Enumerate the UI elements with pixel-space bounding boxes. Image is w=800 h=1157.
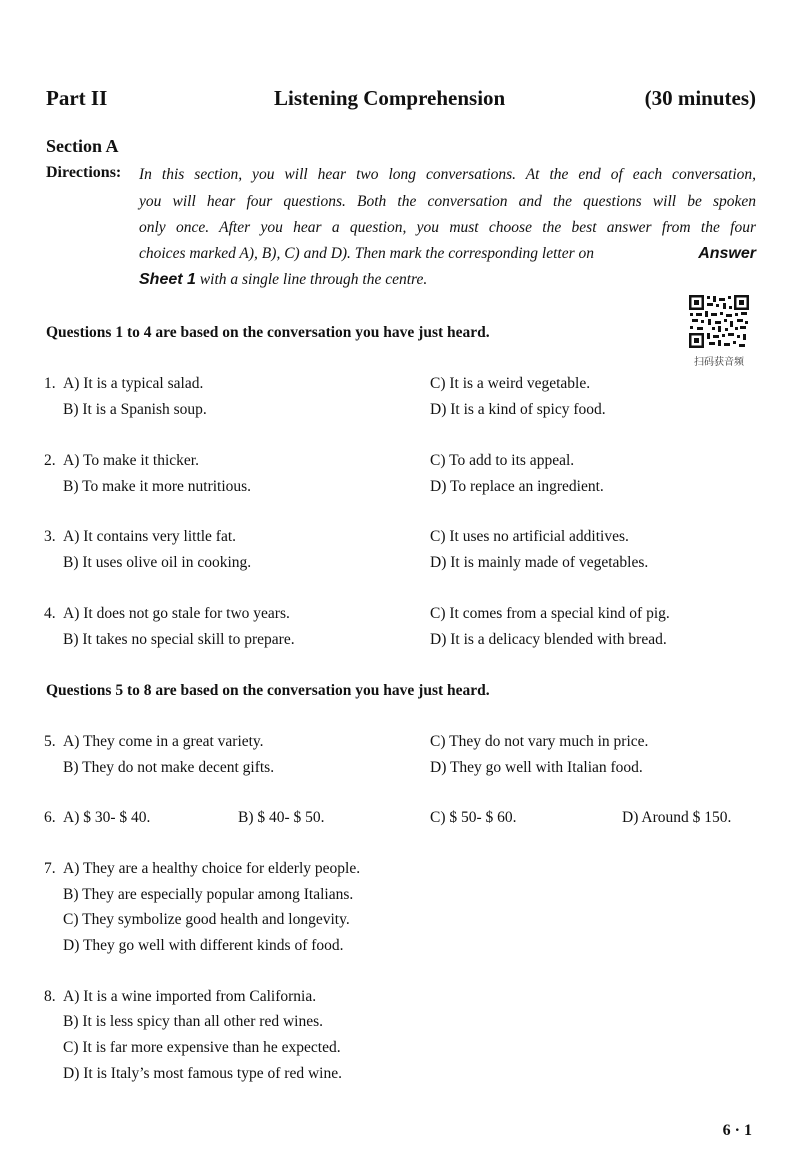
answer-option-b[interactable]: B) They are especially popular among Italians. xyxy=(63,886,354,903)
answer-option-c[interactable]: C) It comes from a special kind of pig. xyxy=(430,605,670,622)
answer-option-c[interactable]: C) They do not vary much in price. xyxy=(430,733,649,750)
question-number: 7. xyxy=(44,860,56,877)
answer-option-b[interactable]: B) It is a Spanish soup. xyxy=(63,401,207,418)
question-number: 8. xyxy=(44,988,56,1005)
answer-option-c[interactable]: C) It is far more expensive than he expected. xyxy=(63,1039,341,1056)
answer-option-a[interactable]: A) $ 30- $ 40. xyxy=(63,809,151,826)
section-title: Section A xyxy=(46,136,119,156)
answer-option-a[interactable]: A) It is a typical salad. xyxy=(63,375,204,392)
directions-line xyxy=(139,271,427,289)
question-number: 4. xyxy=(44,605,56,622)
question-number: 2. xyxy=(44,452,56,469)
answer-option-d[interactable]: D) They go well with different kinds of food. xyxy=(63,937,344,954)
answer-option-a[interactable]: A) They come in a great variety. xyxy=(63,733,264,750)
qr-caption: 扫码获音频 xyxy=(694,357,744,368)
directions-line-text: choices marked A), B), C) and D). Then mark the corresponding letter on xyxy=(139,245,595,262)
answer-option-d[interactable]: D) It is a delicacy blended with bread. xyxy=(430,631,667,648)
answer-option-a[interactable]: A) To make it thicker. xyxy=(63,452,199,469)
answer-option-b[interactable]: B) It uses olive oil in cooking. xyxy=(63,554,252,571)
question-number: 1. xyxy=(44,375,56,392)
answer-sheet-bold: Sheet 1 xyxy=(139,271,196,288)
answer-option-c[interactable]: C) It is a weird vegetable. xyxy=(430,375,591,392)
answer-option-d[interactable]: D) Around $ 150. xyxy=(622,809,732,826)
answer-option-b[interactable]: B) To make it more nutritious. xyxy=(63,478,252,495)
question-number: 6. xyxy=(44,809,56,826)
question-group-heading: Questions 1 to 4 are based on the conversation you have just heard. xyxy=(46,324,490,341)
answer-option-b[interactable]: B) They do not make decent gifts. xyxy=(63,759,275,776)
question-group-heading: Questions 5 to 8 are based on the conversation you have just heard. xyxy=(46,682,490,699)
answer-option-b[interactable]: B) It is less spicy than all other red wines. xyxy=(63,1013,324,1030)
answer-option-d[interactable]: D) It is a kind of spicy food. xyxy=(430,401,606,418)
answer-option-d[interactable]: D) It is mainly made of vegetables. xyxy=(430,554,649,571)
answer-option-a[interactable]: A) It does not go stale for two years. xyxy=(63,605,290,622)
answer-option-a[interactable]: A) It contains very little fat. xyxy=(63,528,237,545)
page-title: Listening Comprehension xyxy=(274,86,506,110)
answer-option-b[interactable]: B) It takes no special skill to prepare. xyxy=(63,631,295,648)
question-number: 3. xyxy=(44,528,56,545)
answer-option-b[interactable]: B) $ 40- $ 50. xyxy=(238,809,325,826)
directions-line: In this section, you will hear two long conversations. At the end of each conversation, xyxy=(139,166,756,183)
answer-option-d[interactable]: D) It is Italy’s most famous type of red wine. xyxy=(63,1065,342,1082)
answer-sheet-bold: Answer xyxy=(698,245,756,262)
answer-option-c[interactable]: C) It uses no artificial additives. xyxy=(430,528,629,545)
page-header xyxy=(46,86,756,116)
directions-line-text: with a single line through the centre. xyxy=(195,271,428,288)
answer-option-c[interactable]: C) They symbolize good health and longevity. xyxy=(63,911,350,928)
page-number: 6 · 1 xyxy=(722,1122,752,1139)
directions-label: Directions: xyxy=(46,164,122,181)
part-label: Part II xyxy=(46,86,108,110)
question-number: 5. xyxy=(44,733,56,750)
answer-option-a[interactable]: A) It is a wine imported from California. xyxy=(63,988,317,1005)
directions-line xyxy=(139,245,756,263)
answer-option-c[interactable]: C) To add to its appeal. xyxy=(430,452,575,469)
time-allotment: (30 minutes) xyxy=(644,86,756,110)
directions-line: only once. After you hear a question, you must choose the best answer from the four xyxy=(139,219,756,236)
directions-line: you will hear four questions. Both the conversation and the questions will be spoken xyxy=(139,193,756,210)
answer-option-c[interactable]: C) $ 50- $ 60. xyxy=(430,809,517,826)
answer-option-d[interactable]: D) To replace an ingredient. xyxy=(430,478,604,495)
answer-option-a[interactable]: A) They are a healthy choice for elderly people. xyxy=(63,860,361,877)
answer-option-d[interactable]: D) They go well with Italian food. xyxy=(430,759,643,776)
qr-code-icon[interactable] xyxy=(688,294,750,349)
